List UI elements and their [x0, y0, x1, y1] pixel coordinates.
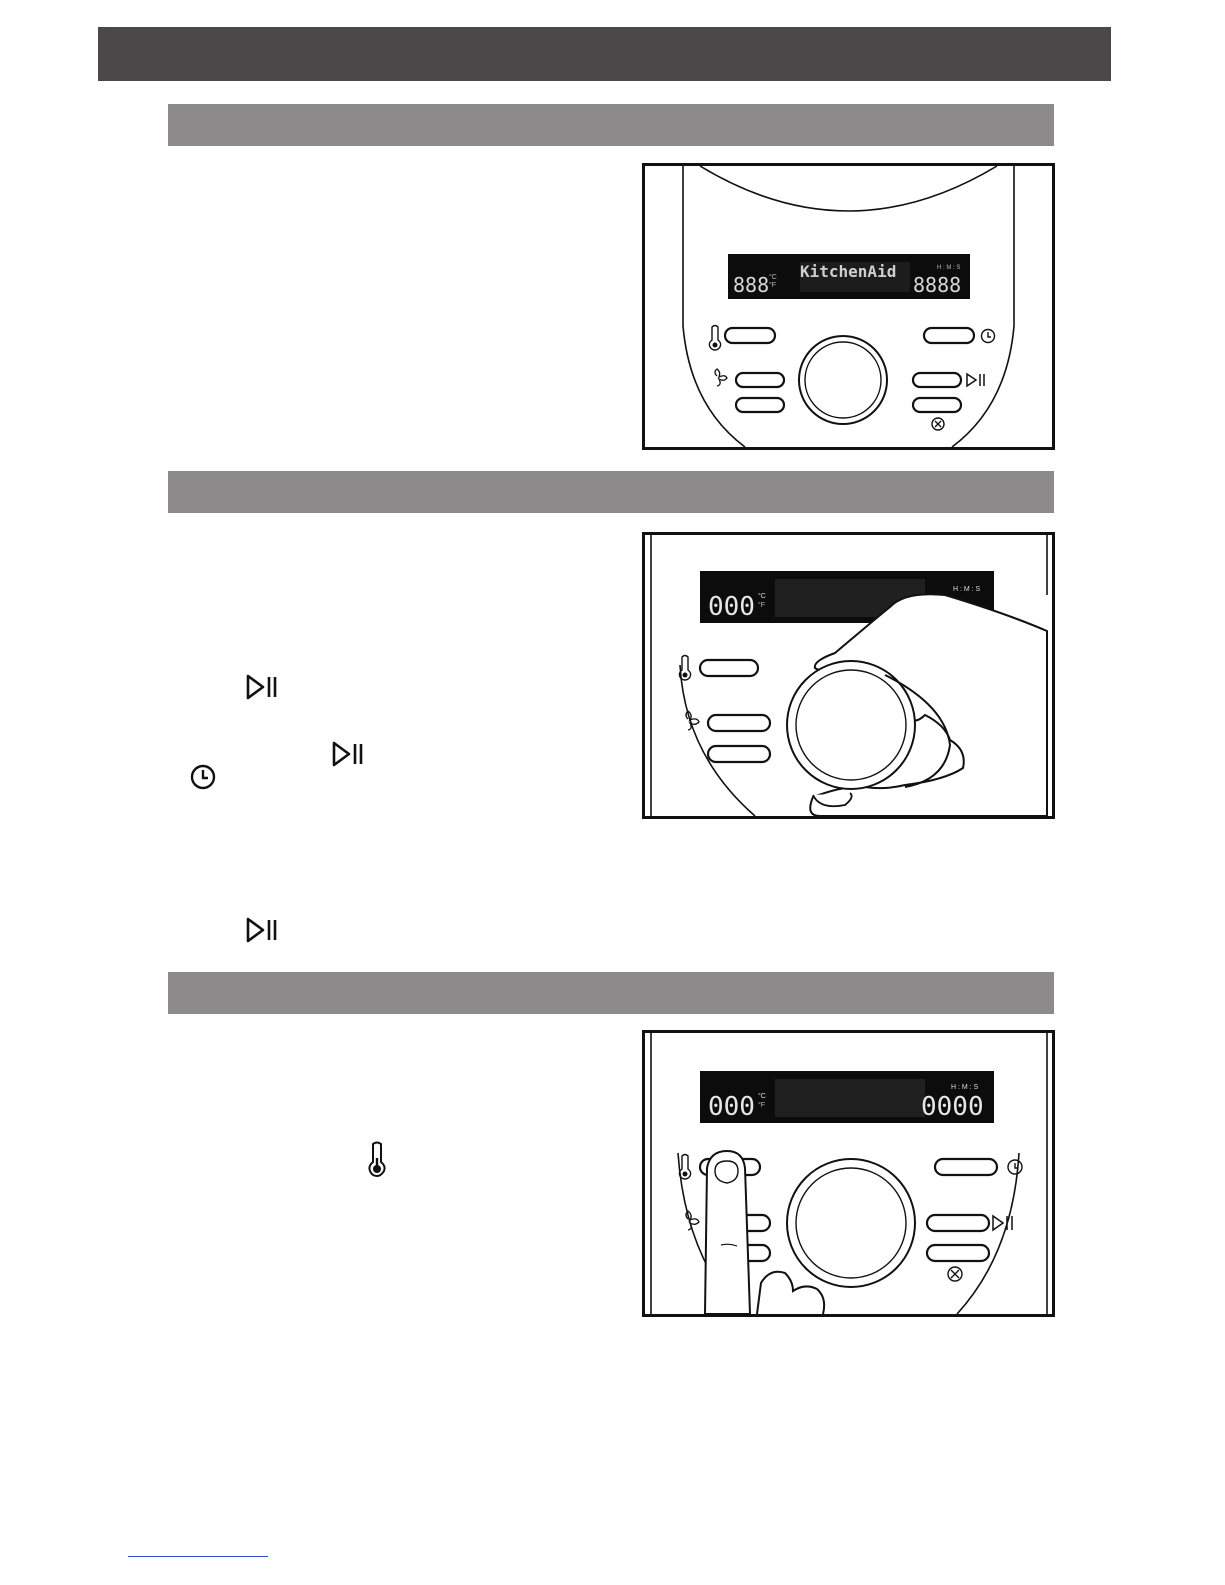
- display-temperature: 888: [733, 273, 770, 297]
- play-pause-icon: [244, 673, 280, 701]
- unit-celsius: °C: [758, 593, 766, 600]
- finger-pressing-button: [705, 1151, 824, 1314]
- unit-fahrenheit: °F: [758, 602, 766, 609]
- thermometer-icon: [709, 326, 720, 351]
- lower-left-button[interactable]: [736, 398, 784, 412]
- footer-link-line: [128, 1556, 268, 1557]
- fan-button[interactable]: [708, 715, 770, 731]
- start-pause-button[interactable]: [927, 1215, 989, 1231]
- display-brand: KitchenAid: [800, 262, 897, 281]
- control-dial[interactable]: [805, 342, 881, 418]
- clock-icon: [1008, 1160, 1022, 1174]
- play-pause-icon: [330, 740, 366, 768]
- unit-celsius: °C: [758, 1093, 766, 1100]
- control-dial[interactable]: [796, 670, 906, 780]
- temperature-button[interactable]: [700, 660, 758, 676]
- clock-icon: [189, 763, 217, 791]
- display-temperature: 000: [708, 1092, 755, 1122]
- section-header-1: [168, 104, 1054, 146]
- cancel-button[interactable]: [913, 398, 961, 412]
- section-header-3: [168, 972, 1054, 1014]
- display-time: 8888: [913, 273, 962, 297]
- cancel-icon: [948, 1267, 962, 1281]
- time-label: H : M : S: [953, 586, 981, 593]
- display-time: 0000: [921, 1092, 984, 1122]
- appliance-panel-figure-1: [642, 163, 1055, 450]
- page-header-bar: [98, 27, 1111, 81]
- thermometer-icon: [364, 1140, 390, 1178]
- fan-icon: [715, 369, 727, 386]
- cancel-button[interactable]: [927, 1245, 989, 1261]
- appliance-panel-figure-3: [642, 1030, 1055, 1317]
- unit-fahrenheit: °F: [758, 1102, 766, 1109]
- play-pause-icon: [967, 374, 984, 386]
- timer-button[interactable]: [935, 1159, 997, 1175]
- cancel-icon: [932, 418, 944, 430]
- fan-button[interactable]: [736, 373, 784, 387]
- unit-celsius: °C: [769, 274, 777, 281]
- thermometer-icon: [679, 1155, 690, 1180]
- clock-icon: [982, 330, 995, 343]
- timer-button[interactable]: [924, 328, 974, 343]
- section-header-2: [168, 471, 1054, 513]
- start-pause-button[interactable]: [913, 373, 961, 387]
- temperature-button[interactable]: [725, 328, 775, 343]
- time-label: H : M : S: [937, 265, 961, 271]
- appliance-panel-figure-2: [642, 532, 1055, 819]
- play-pause-icon: [244, 916, 280, 944]
- time-label: H : M : S: [951, 1084, 979, 1091]
- display-temperature: 000: [708, 592, 755, 622]
- unit-fahrenheit: °F: [769, 282, 777, 289]
- lower-left-button[interactable]: [708, 746, 770, 762]
- control-dial[interactable]: [796, 1168, 906, 1278]
